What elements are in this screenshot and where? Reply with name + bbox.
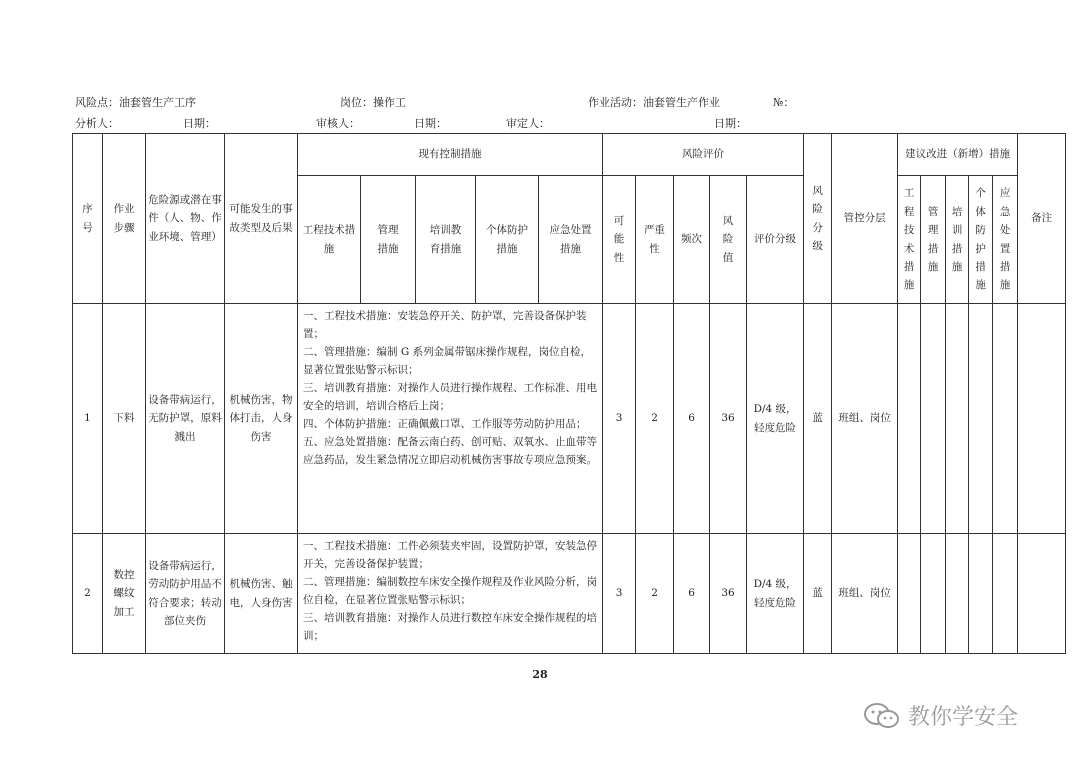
row1-improve-eng (898, 304, 921, 534)
row2-improve-emerg (993, 534, 1018, 654)
col-ppe-header: 个体防护措施 (476, 176, 539, 304)
col-improve-eng-header: 工程技术措施 (898, 176, 921, 304)
row1-frequency: 6 (674, 304, 710, 534)
row2-severity: 2 (636, 534, 674, 654)
col-emerg-header: 应急处置措施 (539, 176, 603, 304)
wechat-icon (862, 701, 902, 731)
analyst-label: 分析人： (75, 117, 119, 130)
row1-improve-train (946, 304, 969, 534)
row2-seq: 2 (73, 534, 103, 654)
row2-risk-value: 36 (710, 534, 747, 654)
col-train-header: 培训教育措施 (416, 176, 476, 304)
col-eng-header: 工程技术措施 (298, 176, 361, 304)
col-mgmt-header: 管理措施 (361, 176, 416, 304)
row2-improve-ppe (969, 534, 993, 654)
approver-label: 审定人： (506, 117, 550, 130)
col-hazard-header: 危险源或潜在事件（人、物、作业环境、管理） (146, 134, 225, 304)
page-number: 28 (532, 668, 548, 681)
col-improve-train-header: 培训措施 (946, 176, 969, 304)
row2-grade: D/4 级，轻度危险 (747, 534, 804, 654)
col-eval-header: 风险评价 (603, 134, 804, 176)
row1-improve-emerg (993, 304, 1018, 534)
row2-improve-eng (898, 534, 921, 654)
row2-frequency: 6 (674, 534, 710, 654)
row1-hazard: 设备带病运行，无防护罩，原料溅出 (146, 304, 225, 534)
reviewer-label: 审核人： (316, 117, 360, 130)
row1-step: 下料 (103, 304, 146, 534)
watermark (862, 700, 1018, 731)
col-frequency-header: 频次 (674, 176, 710, 304)
row2-improve-mgmt (921, 534, 946, 654)
col-likelihood-header: 可能性 (603, 176, 636, 304)
watermark-text: 教你学安全 (908, 705, 1019, 730)
row1-likelihood: 3 (603, 304, 636, 534)
row2-improve-train (946, 534, 969, 654)
col-grade-header: 评价分级 (747, 176, 804, 304)
row1-improve-mgmt (921, 304, 946, 534)
col-tier-header: 管控分层 (832, 134, 898, 304)
col-severity-header: 严重性 (636, 176, 674, 304)
col-improve-ppe-header: 个体防护措施 (969, 176, 993, 304)
col-remark-header: 备注 (1018, 134, 1066, 304)
row1-grade: D/4 级，轻度危险 (747, 304, 804, 534)
row2-likelihood: 3 (603, 534, 636, 654)
analyst-date-label: 日期： (183, 117, 216, 130)
row2-remark (1018, 534, 1066, 654)
col-improve-header: 建议改进（新增）措施 (898, 134, 1018, 176)
col-risk-value-header: 风险值 (710, 176, 747, 304)
row1-tier: 班组、岗位 (832, 304, 898, 534)
row2-step: 数控螺纹加工 (103, 534, 146, 654)
row2-measures: 一、工程技术措施：工件必须装夹牢固，设置防护罩，安装急停开关，完善设备保护装置； 二、管理措施：编制数控车床安全操作规程及作业风险分析，岗位自检，在显著位置张贴警示标识； 三、培训教育措施：对操作人员进行数控车床安全操作规程的培训； (298, 534, 603, 654)
col-step-header: 作业步骤 (103, 134, 146, 304)
col-level-header: 风险分级 (804, 134, 832, 304)
row2-accident: 机械伤害、触电，人身伤害 (225, 534, 298, 654)
row1-improve-ppe (969, 304, 993, 534)
col-improve-mgmt-header: 管理措施 (921, 176, 946, 304)
row1-level: 蓝 (804, 304, 832, 534)
table-row (73, 534, 1066, 654)
col-controls-header: 现有控制措施 (298, 134, 603, 176)
position-label: 岗位：操作工 (340, 96, 406, 109)
col-seq-header: 序号 (73, 134, 103, 304)
col-accident-header: 可能发生的事故类型及后果 (225, 134, 298, 304)
row1-seq: 1 (73, 304, 103, 534)
row1-accident: 机械伤害，物体打击，人身伤害 (225, 304, 298, 534)
row2-tier: 班组、岗位 (832, 534, 898, 654)
row1-measures: 一、工程技术措施：安装急停开关、防护罩，完善设备保护装置； 二、管理措施：编制 G 系列金属带锯床操作规程，岗位自检，显著位置张贴警示标识； 三、培训教育措施：对操作人员进行操作规程、工作标准、用电安全的培训，培训合格后上岗； 四、个体防护措施：正确佩戴口罩、工作服等劳动防护用品； 五、应急处置措施：配备云南白药、创可贴、双氧水、止血带等应急药品，发生紧急情况立即启动机械伤害事故专项应急预案。 (298, 304, 603, 534)
row2-hazard: 设备带病运行，劳动防护用品不符合要求；转动部位夹伤 (146, 534, 225, 654)
activity-label: 作业活动：油套管生产作业 (588, 96, 720, 109)
row1-remark (1018, 304, 1066, 534)
risk-assessment-table (72, 133, 1066, 654)
approver-date-label: 日期： (714, 117, 747, 130)
row1-severity: 2 (636, 304, 674, 534)
risk-point-label: 风险点：油套管生产工序 (75, 96, 196, 109)
row2-level: 蓝 (804, 534, 832, 654)
col-improve-emerg-header: 应急处置措施 (993, 176, 1018, 304)
table-row (73, 304, 1066, 534)
number-label: №： (773, 96, 795, 109)
row1-risk-value: 36 (710, 304, 747, 534)
reviewer-date-label: 日期： (414, 117, 447, 130)
